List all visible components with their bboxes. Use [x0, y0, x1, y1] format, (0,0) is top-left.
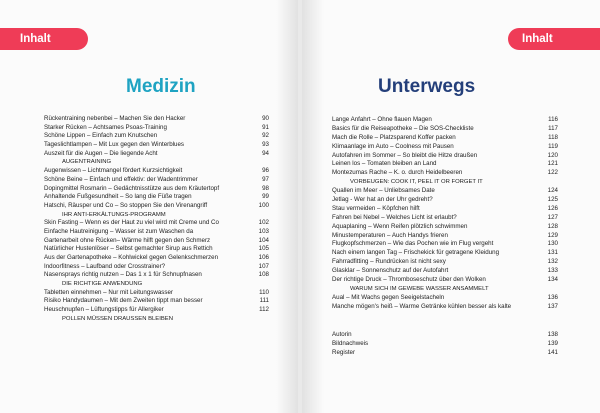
toc-subheading — [44, 315, 269, 324]
toc-entry-title: Jetlag - Wer hat an der Uhr gedreht? — [332, 196, 433, 204]
toc-entry-title: Dopingmittel Rosmarin – Gedächtnisstütze aus dem Kräutertopf — [44, 184, 220, 192]
toc-entry-title: WARUM SICH IM GEWEBE WASSER ANSAMMELT — [350, 285, 489, 292]
toc-entry — [332, 214, 558, 223]
toc-entry — [44, 306, 269, 315]
toc-entry — [332, 116, 558, 125]
toc-entry — [332, 331, 558, 340]
toc-list-appendix — [332, 331, 558, 358]
toc-entry-title: Stau vermeiden – Köpfchen hilft — [332, 204, 420, 212]
toc-entry-title: Fahrradfitting – Rundrücken ist nicht sexy — [332, 258, 446, 266]
toc-entry-page: 98 — [262, 184, 269, 192]
toc-entry-title: Nasensprays richtig nutzen – Das 1 x 1 für Schnupfnasen — [44, 271, 202, 279]
toc-list-medizin — [44, 115, 269, 324]
toc-entry-page: 120 — [547, 151, 558, 159]
toc-entry-title: Aual – Mit Wachs gegen Seeigelstacheln — [332, 293, 445, 301]
toc-entry — [332, 134, 558, 143]
toc-entry-title: Einfache Hautreinigung – Wasser ist zum Waschen da — [44, 227, 194, 235]
toc-entry-title: Rückentraining nebenbei – Machen Sie den Hacker — [44, 115, 186, 122]
toc-entry-title: Risiko Handydaumen – Mit dem Zweiten tippt man besser — [44, 297, 203, 305]
toc-entry — [332, 240, 558, 249]
toc-entry-title: Register — [332, 348, 356, 356]
toc-entry-title: Tageslichtlampen – Mit Lux gegen den Winterblues — [44, 141, 184, 149]
toc-entry-title: Schöne Lippen – Einfach zum Knutschen — [44, 132, 158, 140]
toc-entry — [332, 340, 558, 349]
toc-entry-page: 94 — [262, 149, 269, 157]
toc-entry-title: IHR ANTI-ERKÄLTUNGS-PROGRAMM — [62, 211, 166, 218]
toc-entry-title: Auszeit für die Augen – Die liegende Acht — [44, 149, 158, 157]
toc-entry — [332, 143, 558, 152]
toc-entry — [332, 294, 558, 303]
gutter-shadow — [302, 0, 324, 413]
toc-entry-title: Gartenarbeit ohne Rücken– Wärme hilft gegen den Schmerz — [44, 236, 211, 244]
toc-entry-title: Starker Rücken – Achtsames Psoas-Training — [44, 123, 167, 131]
toc-entry-title: Montezumas Rache – K. o. durch Heidelbeeren — [332, 169, 463, 177]
toc-entry — [332, 267, 558, 276]
toc-entry-title: Bildnachweis — [332, 339, 369, 347]
toc-entry — [332, 125, 558, 134]
toc-entry-title: Glasklar – Sonnenschutz auf der Autofahrt — [332, 267, 449, 275]
toc-entry-title: VORBEUGEN: COOK IT, PEEL IT OR FORGET IT — [350, 179, 483, 186]
toc-entry-title: AUGENTRAINING — [62, 159, 112, 166]
toc-entry-page: 138 — [547, 331, 558, 338]
toc-entry-page: 134 — [547, 276, 558, 284]
toc-entry-title: Heuschnupfen – Lüftungstipps für Allergiker — [44, 306, 164, 314]
toc-entry-title: Hatschi, Räusper und Co – So stoppen Sie den Virenangriff — [44, 201, 208, 209]
toc-entry-title: Anhaltende Fußgesundheit – So lang die Füße tragen — [44, 193, 192, 201]
toc-entry-page: 108 — [258, 271, 269, 279]
toc-entry — [44, 202, 269, 211]
toc-entry-page: 92 — [262, 132, 269, 140]
toc-entry-page: 112 — [259, 306, 269, 314]
toc-subheading — [332, 178, 558, 187]
toc-entry-page: 137 — [547, 302, 558, 310]
toc-entry-page: 141 — [547, 348, 558, 356]
toc-entry-title: Tabletten einnehmen – Nur mit Leitungswasser — [44, 288, 173, 296]
toc-entry-page: 93 — [262, 141, 269, 149]
toc-entry-page: 105 — [258, 245, 269, 253]
toc-entry-title: Augenwissen – Lichtmangel fördert Kurzsichtigkeit — [44, 167, 183, 175]
toc-entry-page: 133 — [547, 267, 558, 275]
toc-entry-page: 122 — [547, 169, 558, 177]
toc-entry-page: 100 — [258, 201, 269, 209]
toc-entry-title: Autofahren im Sommer – So bleibt die Hitze draußen — [332, 151, 478, 159]
toc-entry — [44, 176, 269, 185]
toc-entry — [332, 160, 558, 169]
toc-entry-page: 104 — [258, 236, 269, 244]
toc-entry — [332, 258, 558, 267]
toc-entry-title: Lange Anfahrt – Ohne flauen Magen — [332, 116, 432, 123]
toc-entry-page: 127 — [547, 213, 558, 221]
toc-entry — [44, 297, 269, 306]
toc-entry-page: 97 — [262, 175, 269, 183]
toc-entry-page: 102 — [258, 219, 269, 227]
toc-subheading — [44, 158, 269, 167]
toc-entry — [44, 219, 269, 228]
toc-entry-title: Skin Fasting – Wenn es der Haut zu viel wird mit Creme und Co — [44, 219, 219, 227]
toc-entry-title: Quallen im Meer – Unliebsames Date — [332, 187, 435, 195]
toc-entry — [332, 196, 558, 205]
toc-entry-title: Minustemperaturen – Auch Handys frieren — [332, 231, 448, 239]
toc-entry-title: Indoorfitness – Laufband oder Crosstrainer? — [44, 262, 166, 270]
toc-entry-title: Klimaanlage im Auto – Coolness mit Pausen — [332, 142, 454, 150]
toc-entry-title: POLLEN MÜSSEN DRAUSSEN BLEIBEN — [62, 315, 173, 322]
toc-entry-title: Aus der Gartenapotheke – Kohlwickel gegen Gelenkschmerzen — [44, 254, 219, 261]
toc-entry-page: 124 — [547, 187, 558, 195]
toc-entry-page: 96 — [262, 167, 269, 175]
toc-entry — [44, 115, 269, 124]
toc-entry — [44, 141, 269, 150]
toc-entry-title: Leinen los – Tomaten bleiben an Land — [332, 160, 437, 168]
toc-entry-page: 125 — [547, 196, 558, 204]
toc-entry-page: 131 — [547, 249, 558, 257]
toc-entry — [332, 152, 558, 161]
toc-entry — [332, 249, 558, 258]
toc-entry-title: Fahren bei Nebel – Welches Licht ist erlaubt? — [332, 213, 457, 221]
toc-entry-page: 106 — [258, 254, 269, 261]
toc-entry-page: 90 — [262, 115, 269, 122]
toc-subheading — [44, 280, 269, 289]
right-page — [302, 0, 600, 413]
toc-entry — [332, 349, 558, 358]
toc-entry-page: 116 — [548, 116, 558, 123]
toc-entry — [332, 169, 558, 178]
toc-entry — [44, 237, 269, 246]
toc-entry — [44, 185, 269, 194]
toc-entry — [332, 187, 558, 196]
toc-entry — [44, 228, 269, 237]
inhalt-tab-right: Inhalt — [508, 28, 600, 50]
toc-entry-page: 132 — [547, 258, 558, 266]
toc-entry — [332, 303, 558, 312]
toc-entry-page: 136 — [547, 293, 558, 301]
toc-entry-title: Flugkopfschmerzen – Wie das Pochen wie im Flug vergeht — [332, 240, 494, 248]
toc-entry-page: 126 — [547, 204, 558, 212]
toc-entry — [44, 124, 269, 133]
toc-entry — [44, 263, 269, 272]
toc-entry — [332, 205, 558, 214]
gutter-shadow — [276, 0, 298, 413]
toc-entry — [332, 232, 558, 241]
toc-entry — [44, 289, 269, 298]
toc-entry — [44, 167, 269, 176]
toc-entry-title: Schöne Beine – Einfach und effektiv: der Wadentrimmer — [44, 175, 198, 183]
toc-entry-title: DIE RICHTIGE ANWENDUNG — [62, 281, 143, 288]
toc-entry-page: 121 — [547, 160, 558, 168]
inhalt-tab-left: Inhalt — [0, 28, 88, 50]
section-heading-unterwegs: Unterwegs — [378, 76, 476, 97]
toc-entry — [44, 132, 269, 141]
toc-entry-title: Mach die Rolle – Platzsparend Koffer packen — [332, 133, 456, 141]
toc-entry-page: 128 — [547, 222, 558, 230]
toc-entry-page: 118 — [548, 133, 558, 141]
toc-entry-title: Nach einem langen Tag – Frischekick für getragene Kleidung — [332, 249, 500, 257]
toc-entry-page: 117 — [548, 124, 558, 132]
toc-entry-page: 99 — [262, 193, 269, 201]
toc-entry-page: 130 — [547, 240, 558, 248]
toc-entry — [44, 271, 269, 280]
left-page — [0, 0, 298, 413]
toc-entry-page: 110 — [259, 288, 269, 296]
toc-subheading — [44, 211, 269, 220]
toc-entry-page: 139 — [547, 339, 558, 347]
toc-entry-title: Natürlicher Hustenlöser – Selbst gemachter Sirup aus Rettich — [44, 245, 213, 253]
toc-entry-title: Autorin — [332, 331, 352, 338]
toc-entry-page: 129 — [547, 231, 558, 239]
toc-entry — [44, 245, 269, 254]
toc-entry-title: Der richtige Druck – Thromboseschutz über den Wolken — [332, 276, 486, 284]
toc-entry-page: 119 — [548, 142, 558, 150]
toc-entry-page: 103 — [258, 227, 269, 235]
toc-subheading — [332, 285, 558, 294]
toc-entry-page: 111 — [259, 297, 269, 305]
toc-entry — [44, 193, 269, 202]
toc-entry — [44, 150, 269, 159]
section-heading-medizin: Medizin — [126, 76, 196, 97]
toc-entry-title: Basics für die Reiseapotheke – Die SOS-Checkliste — [332, 124, 474, 132]
toc-entry-title: Aquaplaning – Wenn Reifen plötzlich schwimmen — [332, 222, 468, 230]
toc-list-unterwegs — [332, 116, 558, 312]
toc-entry-page: 91 — [262, 123, 269, 131]
toc-entry — [332, 276, 558, 285]
toc-entry — [332, 223, 558, 232]
toc-entry — [44, 254, 269, 263]
toc-entry-page: 107 — [258, 262, 269, 270]
toc-entry-title: Manche mögen's heiß – Warme Getränke kühlen besser als kalte — [332, 302, 512, 310]
